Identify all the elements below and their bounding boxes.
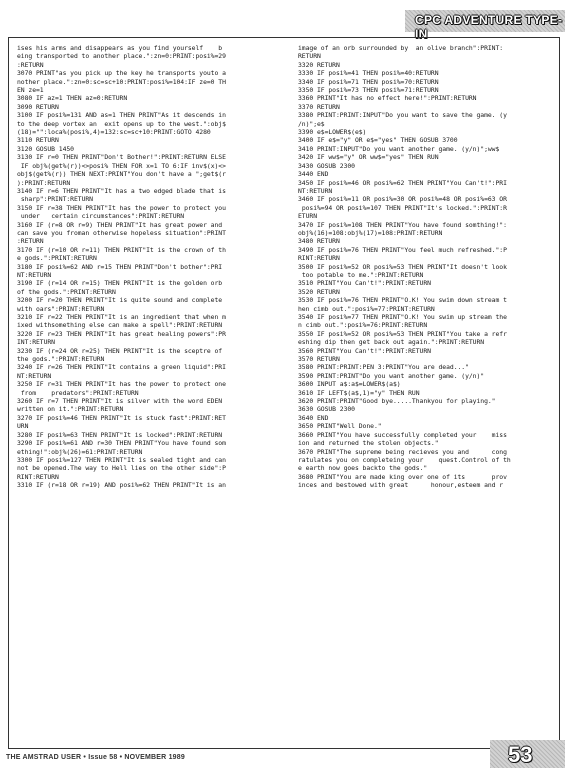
page-number-box xyxy=(490,740,565,768)
listing-line: (18)="":loca%(posi%,4)=132:sc=sc+10:PRINT:GOTO 4280 xyxy=(17,128,211,137)
listing-line: 3480 RETURN xyxy=(298,237,340,246)
listing-line: obj%(16)=108:obj%(17)=108:PRINT:RETURN xyxy=(298,228,443,237)
listing-line: to the deep vortex an exit opens up to the west.":obj$ xyxy=(17,119,226,128)
listing-line: 3520 RETURN xyxy=(298,287,340,296)
listing-line: 3280 IF posi%=63 THEN PRINT"It is locked":PRINT:RETURN xyxy=(17,430,223,439)
listing-line: NT:RETURN xyxy=(17,371,52,380)
listing-line: ixed withsomething else can make a spell":PRINT:RETURN xyxy=(17,321,223,330)
listing-line: 3620 PRINT:PRINT"Good bye.....Thankyou for playing." xyxy=(298,397,496,406)
listing-line: 3310 IF (r=18 OR r=19) AND posi%=62 THEN PRINT"It is an xyxy=(17,481,226,490)
page-number: 53 xyxy=(508,742,533,767)
listing-line: 3300 IF posi%=127 THEN PRINT"It is sealed tight and can xyxy=(17,455,226,464)
section-banner xyxy=(405,10,565,41)
listing-line: 3600 INPUT a$:a$=LOWER$(a$) xyxy=(298,380,401,389)
listing-line: 3180 IF posi%=62 AND r=15 THEN PRINT"Don't bother":PRI xyxy=(17,262,223,271)
listing-line: RINT:RETURN xyxy=(17,472,59,481)
listing-line: 3630 GOSUB 2300 xyxy=(298,405,355,414)
listing-line: 3420 IF ww$="y" OR ww$="yes" THEN RUN xyxy=(298,153,439,162)
listing-line: 3090 RETURN xyxy=(17,102,59,111)
listing-line: 3150 IF r=38 THEN PRINT"It has the power to protect you xyxy=(17,203,226,212)
listing-line: ratulates you on completeing your quest.Control of th xyxy=(298,455,511,464)
listing-line: 3660 PRINT"You have successfully completed your miss xyxy=(298,430,507,439)
listing-line: written on it.":PRINT:RETURN xyxy=(17,405,124,414)
listing-line: URN xyxy=(17,422,29,431)
listing-line: 3270 IF posi%=46 THEN PRINT"It is stuck fast":PRINT:RET xyxy=(17,413,226,422)
listing-line: 3450 IF posi%=46 OR posi%=62 THEN PRINT"You Can't!":PRI xyxy=(298,178,507,187)
listing-line: :RETURN xyxy=(17,60,44,69)
listing-line: hen cimb out.":posi%=77:PRINT:RETURN xyxy=(298,304,435,313)
listing-line: 3330 IF posi%=41 THEN posi%=40:RETURN xyxy=(298,69,439,78)
listing-line: eshing dip then get back out again.":PRINT:RETURN xyxy=(298,338,485,347)
listing-line: posi%=94 OR posi%=107 THEN PRINT"It's locked.":PRINT:R xyxy=(298,203,507,212)
page-footer xyxy=(0,750,565,768)
listing-line: 3510 PRINT"You Can't!":PRINT:RETURN xyxy=(298,279,431,288)
listing-line: not be opened.The way to Hell lies on the other side":P xyxy=(17,464,226,473)
listing-line: ion and returned the stolen objects." xyxy=(298,439,439,448)
listing-line: 3120 GOSUB 1450 xyxy=(17,144,74,153)
listing-line: NT:RETURN xyxy=(298,186,333,195)
listing-line: 3320 RETURN xyxy=(298,60,340,69)
listing-line: from predators":PRINT:RETURN xyxy=(17,388,139,397)
listing-line: image of an orb surrounded by an olive branch":PRINT: xyxy=(298,44,504,52)
listing-line: 3400 IF e$="y" OR e$="yes" THEN GOSUB 3700 xyxy=(298,136,458,145)
listing-line: EN ze=1 xyxy=(17,86,44,95)
listing-line: 3080 IF az=1 THEN az=0:RETURN xyxy=(17,94,128,103)
listing-line: n cimb out.":posi%=76:PRINT:RETURN xyxy=(298,321,428,330)
listing-line: 3640 END xyxy=(298,413,329,422)
listing-line: 3240 IF r=26 THEN PRINT"It contains a green liquid":PRI xyxy=(17,363,226,372)
listing-line: 3260 IF r=7 THEN PRINT"It is silver with the word EDEN xyxy=(17,397,223,406)
listing-line: 3200 IF r=20 THEN PRINT"It is quite sound and complete xyxy=(17,296,223,305)
listing-line: 3110 RETURN xyxy=(17,136,59,145)
listing-line: e gods.":PRINT:RETURN xyxy=(17,254,97,263)
listing-line: 3160 IF (r=8 OR r=9) THEN PRINT"It has great power and xyxy=(17,220,223,229)
listing-line: 3370 RETURN xyxy=(298,102,340,111)
listing-line: with oars":PRINT:RETURN xyxy=(17,304,105,313)
listing-line: ething!":obj%(26)=61:PRINT:RETURN xyxy=(17,447,143,456)
listing-line: 3460 IF posi%=11 OR posi%=30 OR posi%=48 OR posi%=63 OR xyxy=(298,195,507,204)
listing-line: ises his arms and disappears as you find yourself b xyxy=(17,44,223,52)
publication-info: THE AMSTRAD USER • Issue 58 • NOVEMBER 1989 xyxy=(6,754,185,761)
listing-line: 3250 IF r=31 THEN PRINT"It has the power to protect one xyxy=(17,380,226,389)
listing-line: 3540 IF posi%=77 THEN PRINT"O.K! You swim up stream the xyxy=(298,313,507,321)
listing-line: 3170 IF (r=10 OR r=11) THEN PRINT"It is the crown of th xyxy=(17,245,226,254)
listing-line: /n)";e$ xyxy=(298,119,325,128)
listing-column-right xyxy=(298,44,556,746)
listing-line: RINT:RETURN xyxy=(298,254,340,263)
listing-column-left xyxy=(17,44,275,746)
listing-line: 3430 GOSUB 2300 xyxy=(298,161,355,170)
listing-line: 3610 IF LEFT$(a$,1)="y" THEN RUN xyxy=(298,388,420,397)
listing-line: 3190 IF (r=14 OR r=15) THEN PRINT"It is the golden orb xyxy=(17,279,223,288)
listing-line: 3360 PRINT"It has no effect here!":PRINT:RETURN xyxy=(298,94,477,103)
listing-line: under certain circumstances":PRINT:RETURN xyxy=(17,212,185,221)
listing-line: obj$(get%(r)) THEN NEXT:PRINT"You don't have a ";get$(r xyxy=(17,170,226,179)
section-title: CPC ADVENTURE TYPE-IN xyxy=(415,13,563,41)
listing-line: 3100 IF posi%=131 AND as=1 THEN PRINT"As it descends in xyxy=(17,111,226,120)
listing-line: too potable to me.":PRINT:RETURN xyxy=(298,270,424,279)
listing-line: e earth now goes backto the gods." xyxy=(298,464,428,473)
listing-line: 3680 PRINT"You are made king over one of its prov xyxy=(298,472,507,481)
listing-line: RETURN xyxy=(298,52,321,61)
listing-line: 3560 PRINT"You Can't!":PRINT:RETURN xyxy=(298,346,431,355)
listing-line: ):PRINT:RETURN xyxy=(17,178,71,187)
listing-line: the gods.":PRINT:RETURN xyxy=(17,355,105,364)
listing-line: 3350 IF posi%=73 THEN posi%=71:RETURN xyxy=(298,86,439,95)
listing-line: nother place.":zn=0:sc=sc+10:PRINT:posi%=104:IF ze=0 TH xyxy=(17,77,226,86)
listing-line: sharp":PRINT:RETURN xyxy=(17,195,93,204)
listing-line: 3580 PRINT:PRINT:PEN 3:PRINT"You are dead..." xyxy=(298,363,469,372)
listing-line: 3380 PRINT:PRINT:INPUT"Do you want to save the game. (y xyxy=(298,111,507,120)
listing-line: 3570 RETURN xyxy=(298,355,340,364)
listing-line: 3550 IF posi%=52 OR posi%=53 THEN PRINT"You take a refr xyxy=(298,329,507,338)
listing-line: NT:RETURN xyxy=(17,270,52,279)
listing-line: 3410 PRINT:INPUT"Do you want another game. (y/n)";ww$ xyxy=(298,144,500,153)
listing-line: 3490 IF posi%=76 THEN PRINT"You feel much refreshed.":P xyxy=(298,245,507,254)
listing-line: 3390 e$=LOWER$(e$) xyxy=(298,128,367,137)
listing-line: 3340 IF posi%=71 THEN posi%=70:RETURN xyxy=(298,77,439,86)
listing-line: 3670 PRINT"The supreme being recieves you and cong xyxy=(298,447,507,456)
listing-line: :RETURN xyxy=(17,237,44,246)
listing-line: of the gods.":PRINT:RETURN xyxy=(17,287,116,296)
listing-line: inces and bestowed with great honour,esteem and r xyxy=(298,481,504,490)
listing-line: 3590 PRINT:PRINT"Do you want another game. (y/n)" xyxy=(298,371,485,380)
listing-line: can save you froman otherwise hopeless situation":PRINT xyxy=(17,228,226,237)
listing-line: INT:RETURN xyxy=(17,338,55,347)
listing-line: 3530 IF posi%=76 THEN PRINT"O.K! You swim down stream t xyxy=(298,296,507,305)
listing-line: 3130 IF r=0 THEN PRINT"Don't Bother!":PRINT:RETURN ELSE xyxy=(17,153,226,162)
listing-line: 3230 IF (r=24 OR r=25) THEN PRINT"It is the sceptre of xyxy=(17,346,223,355)
listing-line: 3220 IF r=23 THEN PRINT"It has great healing powers":PR xyxy=(17,329,226,338)
listing-line: IF obj%(get%(r))<>posi% THEN FOR x=1 TO 6:IF inv$(x)<> xyxy=(17,161,226,170)
listing-line: 3290 IF posi%=61 AND r=30 THEN PRINT"You have found som xyxy=(17,439,226,448)
listing-line: 3140 IF r=6 THEN PRINT"It has a two edged blade that is xyxy=(17,186,226,195)
listing-line: 3070 PRINT"as you pick up the key he transports youto a xyxy=(17,69,226,78)
listing-line: eing transported to another place.":zn=0:PRINT:posi%=29 xyxy=(17,52,226,61)
listing-line: 3650 PRINT"Well Done." xyxy=(298,422,382,431)
listing-line: ETURN xyxy=(298,212,317,221)
listing-line: 3440 END xyxy=(298,170,329,179)
listing-line: 3470 IF posi%=108 THEN PRINT"You have found somthing!": xyxy=(298,220,507,229)
listing-line: 3210 IF r=22 THEN PRINT"It is an ingredient that when m xyxy=(17,313,226,321)
listing-line: 3500 IF posi%=52 OR posi%=53 THEN PRINT"It doesn't look xyxy=(298,262,507,271)
